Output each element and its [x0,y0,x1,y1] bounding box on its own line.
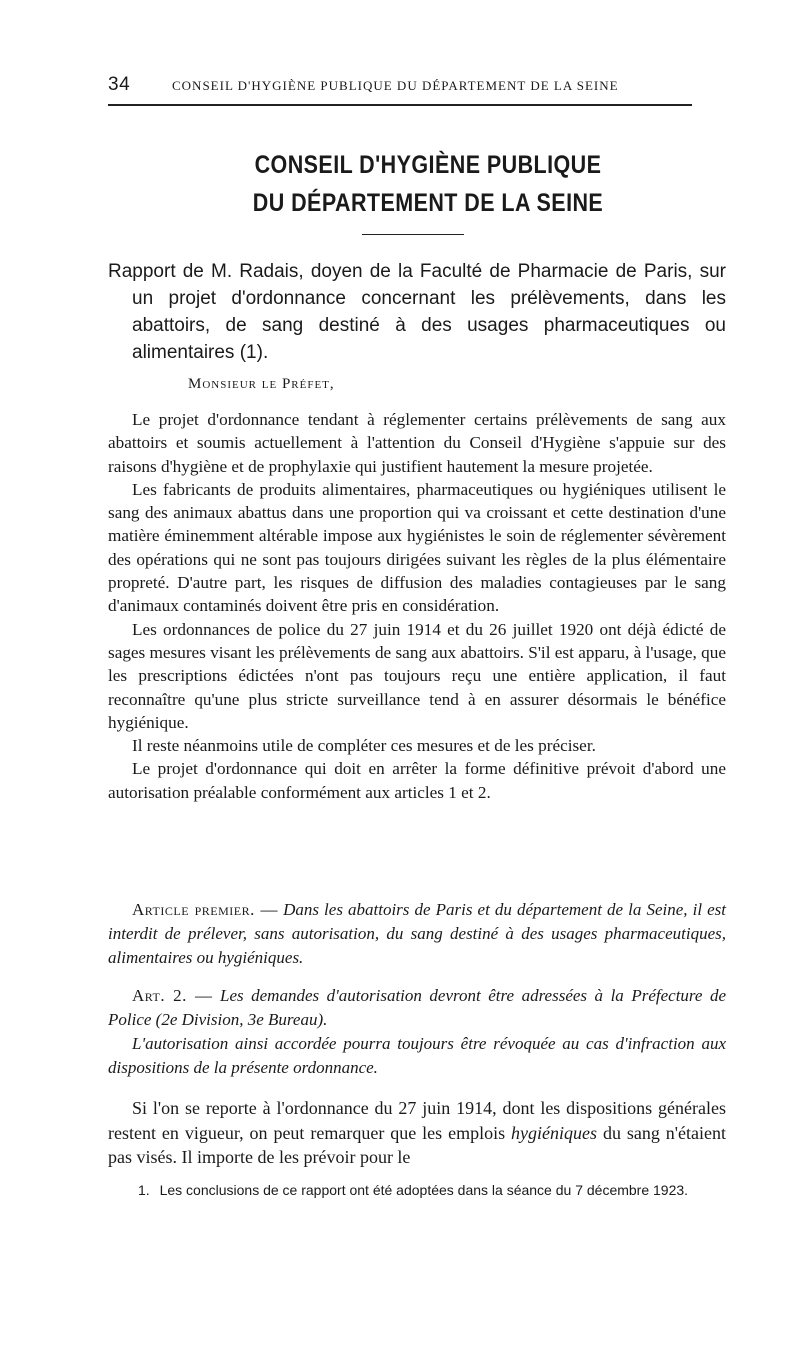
paragraph-1: Le projet d'ordonnance tendant à réglementer certains prélèvements de sang aux abattoirs et soumis actuellement à l'attention du Conseil d'Hygiène s'appuie sur des raisons d'hygiène et de prophylaxie qui justifient hautement la mesure projetée. [108,410,726,476]
page-title [153,146,703,222]
title-line-1: CONSEIL D'HYGIÈNE PUBLIQUE [254,151,602,179]
closing-paragraph [108,1096,726,1170]
article-2-text-2: L'autorisation ainsi accordée pourra toujours être révoquée au cas d'infraction aux dispositions de la présente ordonnance. [108,1034,726,1077]
article-1-label: Article premier. — [132,900,278,919]
article-2 [108,984,726,1080]
running-title: CONSEIL D'HYGIÈNE PUBLIQUE DU DÉPARTEMENT DE LA SEINE [172,78,619,93]
paragraph-5: Le projet d'ordonnance qui doit en arrêter la forme définitive prévoit d'abord une autorisation préalable conformément aux articles 1 et 2. [108,759,726,802]
closing-emphasis: hygiéniques [511,1122,598,1143]
closing-before: Si l'on se reporte à l'ordonnance du 27 juin 1914, dont les dispositions générales restent en vigueur, on peut remarquer que les emplois [108,1098,726,1143]
page-number: 34 [108,74,131,95]
title-rule [362,234,464,235]
salutation: Monsieur le Préfet, [188,376,335,392]
closing-after: du sang n'étaient pas visés. Il importe de les prévoir pour le [108,1122,727,1167]
paragraph-4: Il reste néanmoins utile de compléter ces mesures et de les préciser. [132,736,596,756]
article-1 [108,898,726,970]
body-text [108,408,726,804]
footnote-text: Les conclusions de ce rapport ont été adoptées dans la séance du 7 décembre 1923. [159,1182,689,1198]
title-line-2: DU DÉPARTEMENT DE LA SEINE [252,189,604,217]
footnote-ref: (1). [239,342,269,363]
report-heading [108,258,726,366]
paragraph-3: Les ordonnances de police du 27 juin 1914 et du 26 juillet 1920 ont déjà édicté de sages mesures visant les prélèvements de sang aux abattoirs. S'il est apparu, à l'usage, que les prescriptions édictées n'ont pas toujours reçu une entière application, il faut reconnaître qu'une plus stricte surveillance tend à en assurer désormais le bénéfice hygiénique. [108,619,726,732]
article-2-label: Art. 2. — [132,986,213,1005]
footnote-number: 1. [138,1182,150,1198]
header-rule [108,104,692,106]
report-text: Rapport de M. Radais, doyen de la Faculté de Pharmacie de Paris, sur un projet d'ordonnance concernant les prélèvements, dans les abattoirs, de sang destiné à des usages pharmaceutiques ou alimentaires [108,261,726,363]
running-header [108,72,728,100]
paragraph-2: Les fabricants de produits alimentaires, pharmaceutiques ou hygiéniques utilisent le sang des animaux abattus dans une proportion qui va croissant et cette destination d'une matière éminemment altérable impose aux hygiénistes le soin de réglementer sévèrement des opérations qui ne sont pas toujours dirigées suivant les règles de la plus élémentaire propreté. D'autre part, les risques de diffusion des maladies contagieuses par le sang d'animaux contaminés doivent être pris en considération. [108,479,726,616]
footnote [138,1182,738,1198]
article-1-text: Dans les abattoirs de Paris et du département de la Seine, il est interdit de prélever, sans autorisation, du sang destiné à des usages pharmaceutiques, alimentaires ou hygiéniques. [108,900,727,967]
article-2-text: Les demandes d'autorisation devront être adressées à la Préfecture de Police (2e Division, 3e Bureau). [108,986,727,1029]
